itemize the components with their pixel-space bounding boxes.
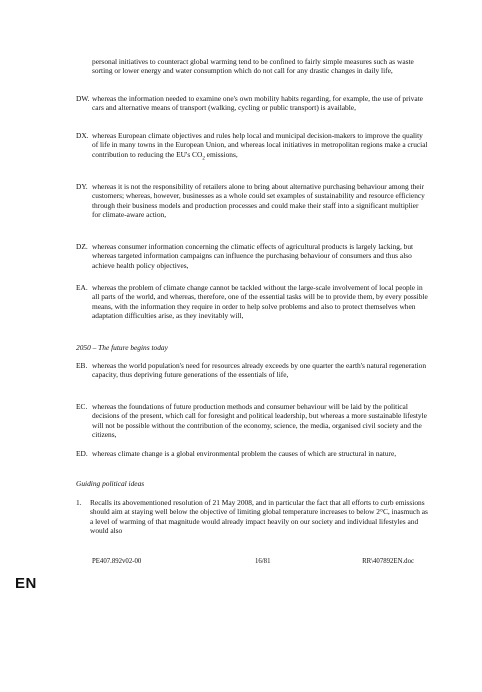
footer-reference: PE407.892v02-00 <box>92 558 142 565</box>
recital-code: DW. <box>76 94 90 103</box>
recital-code: DY. <box>76 182 88 191</box>
section-heading-future: 2050 – The future begins today <box>76 343 168 352</box>
continuation-text: personal initiatives to counteract global warming tend to be confined to fairly simple measures such as waste sorting or lower energy and water consumption which do not call for any drastic changes in daily life, <box>92 57 414 76</box>
recital-code: DZ. <box>76 242 88 251</box>
paragraph-1 <box>76 498 428 535</box>
page-footer <box>92 558 414 568</box>
recital-text: whereas climate change is a global environmental problem the causes of which are structural in nature, <box>92 449 397 458</box>
recital-code: EB. <box>76 361 88 370</box>
recital-text: whereas it is not the responsibility of retailers alone to bring about alternative purchasing behaviour among their customers; whereas, however, businesses as a whole could set examples of sustainability and resource efficiency through their business models and production processes and could make their staff into a significant multiplier for climate-aware action, <box>92 182 425 219</box>
recital-text: whereas European climate objectives and rules help local and municipal decision-makers to improve the quality of life in many towns in the European Union, and whereas local initiatives in metropolitan regions make a crucial contribution to reducing the EU's $CO_2$ emissions, <box>92 131 428 162</box>
recital-ec <box>76 402 428 439</box>
recital-code: DX. <box>76 131 89 140</box>
recital-text: whereas the information needed to examine one's own mobility habits regarding, for example, the use of private cars and alternative means of transport (walking, cycling or public transport) is available, <box>92 94 423 113</box>
recital-ea <box>76 283 428 320</box>
recital-eb <box>76 361 428 380</box>
section-heading-guiding: Guiding political ideas <box>76 479 145 488</box>
recital-text: whereas consumer information concerning the climatic effects of agricultural products is largely lacking, but whereas targeted information campaigns can influence the purchasing behaviour of consumers and thus also achieve health policy objectives, <box>92 242 414 270</box>
footer-filename: RR\407892EN.doc <box>362 558 414 565</box>
recital-dw <box>76 94 428 113</box>
recital-dy <box>76 182 428 219</box>
recital-text: whereas the problem of climate change cannot be tackled without the large-scale involvement of local people in all parts of the world, and whereas, therefore, one of the essential tasks will be to provide them, by every possible means, with the information they require in order to help solve problems and also to protect themselves when adaptation difficulties arise, as they inevitably will, <box>92 283 428 320</box>
footer-page-number: 16/81 <box>255 558 271 565</box>
language-tag: EN <box>15 575 37 592</box>
recital-text: whereas the foundations of future production methods and consumer behaviour will be laid by the political decisions of the present, which call for foresight and political leadership, but whereas a more sustainable lifestyle will not be possible without the contribution of the economy, science, the media, organised civil society and the citizens, <box>92 402 427 439</box>
recital-text: whereas the world population's need for resources already exceeds by one quarter the earth's natural regeneration capacity, thus depriving future generations of the essentials of life, <box>92 361 427 380</box>
recital-dz <box>76 242 428 270</box>
recital-dx <box>76 131 428 162</box>
recital-code: EA. <box>76 283 88 292</box>
paragraph-text: Recalls its abovementioned resolution of 21 May 2008, and in particular the fact that all efforts to curb emissions should aim at staying well below the objective of limiting global temperature increases to below 2°C, inasmuch as a level of warming of that magnitude would already impact heavily on our society and individual lifestyles and would also <box>90 498 428 535</box>
recital-code: EC. <box>76 402 88 411</box>
recital-ed <box>76 449 428 458</box>
paragraph-number: 1. <box>76 498 82 507</box>
subscript-2: 2 <box>202 156 205 162</box>
recital-code: ED. <box>76 449 88 458</box>
